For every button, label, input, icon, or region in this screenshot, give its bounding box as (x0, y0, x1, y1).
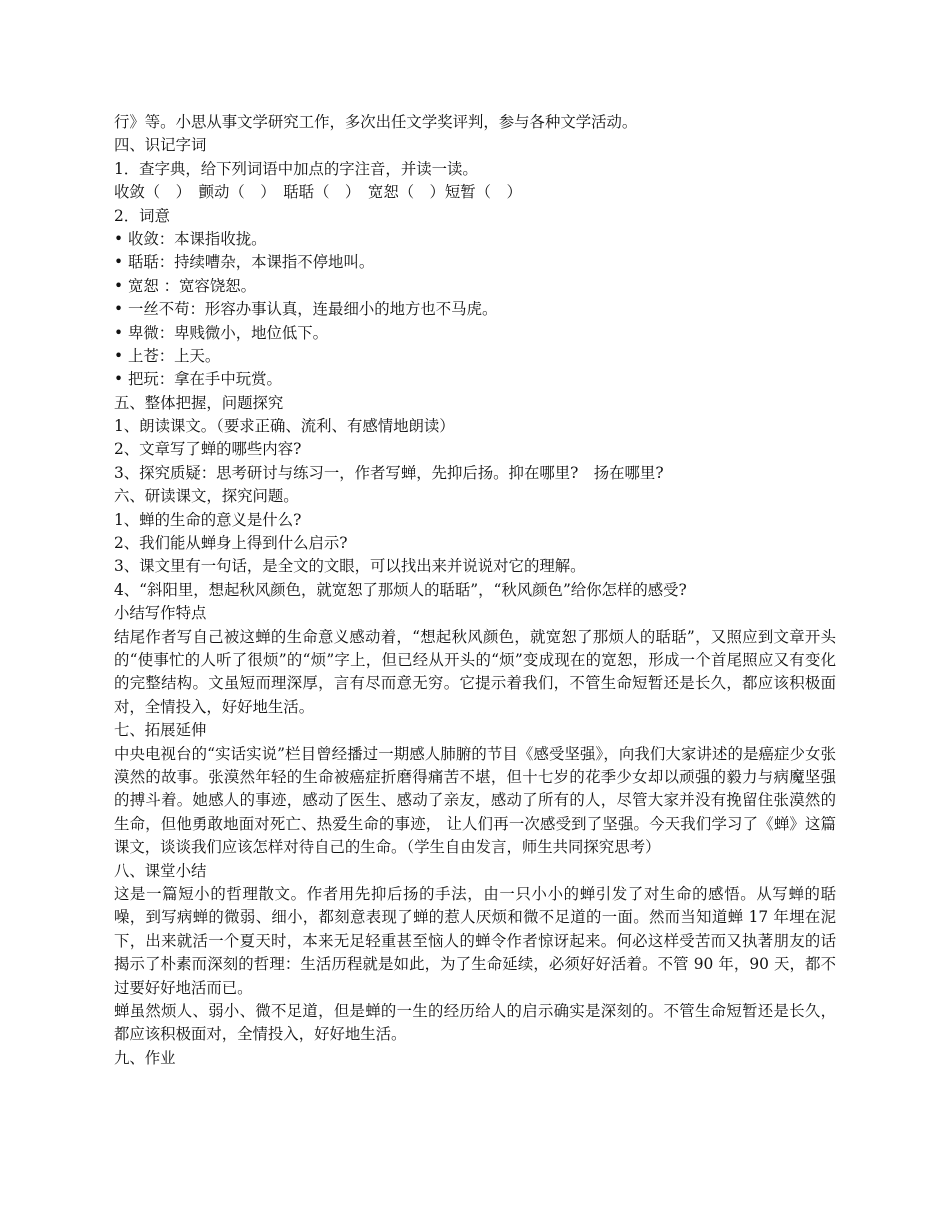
vocab-item: • 把玩：拿在手中玩赏。 (114, 370, 282, 389)
writing-summary-heading: 小结写作特点 (114, 604, 207, 623)
section4-item2: 2．词意 (114, 206, 170, 225)
section5-heading: 五、整体把握，问题探究 (114, 393, 284, 412)
vocab-item: • 聒聒：持续嘈杂，本课指不停地叫。 (114, 253, 375, 272)
writing-summary-paragraph: 结尾作者写自己被这蝉的生命意义感动着，“想起秋风颜色，就宽恕了那烦人的聒聒”，又照应到文章开头的“使事忙的人听了很烦”的“烦”字上，但已经从开头的“烦”变成现在的宽恕，形成一个首尾照应又有变化的完整结构。文虽短而理深厚，言有尽而意无穷。它提示着我们，不管生命短暂还是长久，都应该积极面对，全情投入，好好地生活。 (114, 627, 836, 716)
section7-paragraph: 中央电视台的“实话实说”栏目曾经播过一期感人肺腑的节目《感受坚强》，向我们大家讲述的是癌症少女张漠然的故事。张漠然年轻的生命被癌症折磨得痛苦不堪，但十七岁的花季少女却以顽强的毅力与病魔坚强的搏斗着。她感人的事迹，感动了医生、感动了亲友，感动了所有的人，尽管大家并没有挽留住张漠然的生命，但他勇敢地面对死亡、热爱生命的事迹， 让人们再一次感受到了坚强。今天我们学习了《蝉》这篇课文，谈谈我们应该怎样对待自己的生命。（学生自由发言，师生共同探究思考） (114, 744, 836, 857)
vocab-item: • 卑微：卑贱微小，地位低下。 (114, 323, 329, 342)
section6-item: 4、“斜阳里，想起秋风颜色，就宽恕了那烦人的聒聒”，“秋风颜色”给你怎样的感受? (114, 580, 687, 599)
section6-item: 3、课文里有一句话，是全文的文眼，可以找出来并说说对它的理解。 (114, 557, 586, 576)
section5-item: 2、文章写了蝉的哪些内容? (114, 440, 302, 459)
section5-item: 3、探究质疑：思考研讨与练习一，作者写蝉，先抑后扬。抑在哪里? 扬在哪里? (114, 463, 664, 482)
section8-paragraph-2: 蝉虽然烦人、弱小、微不足道，但是蝉的一生的经历给人的启示确实是深刻的。不管生命短暂还是长久，都应该积极面对，全情投入，好好地生活。 (114, 1002, 836, 1044)
section4-item1: 1．查字典，给下列词语中加点的字注音，并读一读。 (114, 159, 478, 178)
vocab-item: • 上苍：上天。 (114, 346, 221, 365)
vocab-item: • 宽恕 ：宽容饶恕。 (114, 276, 256, 295)
pinyin-exercise: 收敛（ ） 颤动（ ） 聒聒（ ） 宽恕（ ）短暂（ ） (114, 183, 522, 202)
section4-heading: 四、识记字词 (114, 136, 207, 155)
section8-heading: 八、课堂小结 (114, 861, 207, 880)
vocab-item: • 收敛：本课指收拢。 (114, 229, 267, 248)
document-page (114, 111, 836, 1070)
section5-item: 1、朗读课文。（要求正确、流利、有感情地朗读） (114, 417, 455, 436)
vocab-item: • 一丝不苟：形容办事认真，连最细小的地方也不马虎。 (114, 300, 498, 319)
section7-heading: 七、拓展延伸 (114, 721, 207, 740)
intro-tail: 行》等。小思从事文学研究工作，多次出任文学奖评判，参与各种文学活动。 (114, 113, 638, 131)
section6-item: 2、我们能从蝉身上得到什么启示? (114, 534, 348, 553)
section8-paragraph-1: 这是一篇短小的哲理散文。作者用先抑后扬的手法，由一只小小的蝉引发了对生命的感悟。从写蝉的聒噪，到写病蝉的微弱、细小，都刻意表现了蝉的惹人厌烦和微不足道的一面。然而当知道蝉 17 年埋在泥下，出来就活一个夏天时，本来无足轻重甚至恼人的蝉令作者惊讶起来。何必这样受苦而又执著朋友的话揭示了朴素而深刻的哲理：生活历程就是如此，为了生命延续，必须好好活着。不管 90 年，90 天，都不过要好好地活而已。 (114, 885, 836, 997)
section6-heading: 六、研读课文，探究问题。 (114, 487, 299, 506)
section9-heading: 九、作业 (114, 1048, 176, 1067)
section6-item: 1、蝉的生命的意义是什么? (114, 510, 302, 529)
